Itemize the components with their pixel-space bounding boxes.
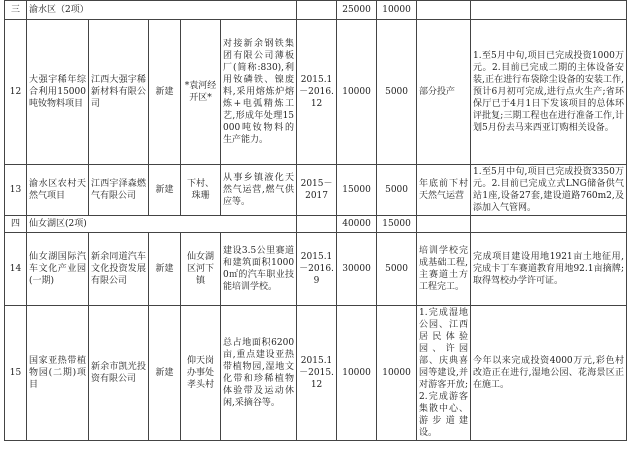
project-name: 国家亚热带植物园(二期)项目: [27, 306, 89, 441]
total-investment: 30000: [337, 233, 377, 306]
annual-target: 培训学校完成基础工程,主赛道土方工程完工。: [417, 233, 471, 306]
project-location: *袁河经开区*: [181, 20, 221, 165]
total-investment: 40000: [337, 216, 377, 233]
annual-target: 年底前下村天然气运营: [417, 165, 471, 216]
progress-status: 1.至5月中旬,项目已完成投资3350万元。2.目前已完成立式LNG储备供气站1座,设备27套,建设道路760m2,及添加入气管网。: [471, 165, 627, 216]
project-name: 仙女湖国际汽车文化产业园(一期): [27, 233, 89, 306]
project-location: 下村、珠珊: [181, 165, 221, 216]
project-content: 建设3.5公里赛道和建筑面积10000㎡的汽车职业技能培训学校。: [221, 233, 297, 306]
annual-target: 1.完成湿地公园、江西居民体验园、许园部、庆典喜园等建设,并对游客开放;2.完成游客集散中心、游步道建设。: [417, 306, 471, 441]
project-table: [4, 0, 627, 441]
annual-investment: 5000: [377, 233, 417, 306]
project-number: 15: [5, 306, 27, 441]
progress-status: 完成项目建设用地1921亩土地征用,完成卡丁车赛道教育用地92.1亩摘牌;取得驾校办学许可证。: [471, 233, 627, 306]
empty-cell: [471, 1, 627, 20]
section-row: [5, 1, 627, 20]
project-row: [5, 165, 627, 216]
empty-cell: [417, 1, 471, 20]
project-name: 大强宇稀年综合利用15000吨钕物料项目: [27, 20, 89, 165]
project-nature: 新建: [149, 20, 181, 165]
project-content: 从事乡镇液化天然气运营,燃气供应等。: [221, 165, 297, 216]
project-row: [5, 20, 627, 165]
section-number: 四: [5, 216, 27, 233]
empty-cell: [297, 1, 337, 20]
section-row: [5, 216, 627, 233]
project-content: 对接新余钢铁集团有限公司薄板厂(简称:830),利用钕磷铁、镍废料,采用熔炼炉熔炼+电弧精炼工艺,形成年处理15000吨钕物料的生产能力。: [221, 20, 297, 165]
project-period: 2015.1－2016.12: [297, 20, 337, 165]
section-title: 仙女湖区(2项): [27, 216, 297, 233]
project-number: 13: [5, 165, 27, 216]
annual-investment: 10000: [377, 1, 417, 20]
empty-cell: [417, 216, 471, 233]
section-title: 渝水区（2项）: [27, 1, 297, 20]
project-number: 14: [5, 233, 27, 306]
project-period: 2015.1－2015.12: [297, 306, 337, 441]
total-investment: 10000: [337, 306, 377, 441]
project-unit: 新余市凯光投资有限公司: [89, 306, 149, 441]
project-number: 12: [5, 20, 27, 165]
empty-cell: [471, 216, 627, 233]
annual-target: 部分投产: [417, 20, 471, 165]
project-content: 总占地面积6200亩,重点建设亚热带植物园,湿地文化带和珍稀植物体验带及运动休闲,采摘谷等。: [221, 306, 297, 441]
project-nature: 新建: [149, 306, 181, 441]
empty-cell: [297, 216, 337, 233]
annual-investment: 5000: [377, 165, 417, 216]
total-investment: 15000: [337, 165, 377, 216]
annual-investment: 10000: [377, 306, 417, 441]
annual-investment: 15000: [377, 216, 417, 233]
progress-status: 今年以来完成投资4000万元,彩色村改造正在进行,湿地公园、花海景区正在施工。: [471, 306, 627, 441]
project-period: 2015.1－2016.9: [297, 233, 337, 306]
project-row: [5, 306, 627, 441]
annual-investment: 5000: [377, 20, 417, 165]
project-location: 仰天岗办事处孝头村: [181, 306, 221, 441]
progress-status: 1.至5月中旬,项目已完成投资1000万元。2.目前已完成二期的主体设备安装,正在进行布袋除尘设备的安装工作,预计6月初可完成,进行点火生产;省环保厅已于4月1日下发该项目的总体环评批复;三期工程也在进行准备工作,计划5月份去马来西亚订购相关设备。: [471, 20, 627, 165]
total-investment: 10000: [337, 20, 377, 165]
project-unit: 江西宇泽森燃气有限公司: [89, 165, 149, 216]
project-nature: 新建: [149, 233, 181, 306]
project-period: 2015－2017: [297, 165, 337, 216]
project-nature: 新建: [149, 165, 181, 216]
project-unit: 江西大强宇稀新材料有限公司: [89, 20, 149, 165]
section-number: 三: [5, 1, 27, 20]
project-name: 渝水区农村天然气项目: [27, 165, 89, 216]
project-location: 仙女湖区河下镇: [181, 233, 221, 306]
total-investment: 25000: [337, 1, 377, 20]
project-row: [5, 233, 627, 306]
project-unit: 新余同道汽车文化投资发展有限公司: [89, 233, 149, 306]
